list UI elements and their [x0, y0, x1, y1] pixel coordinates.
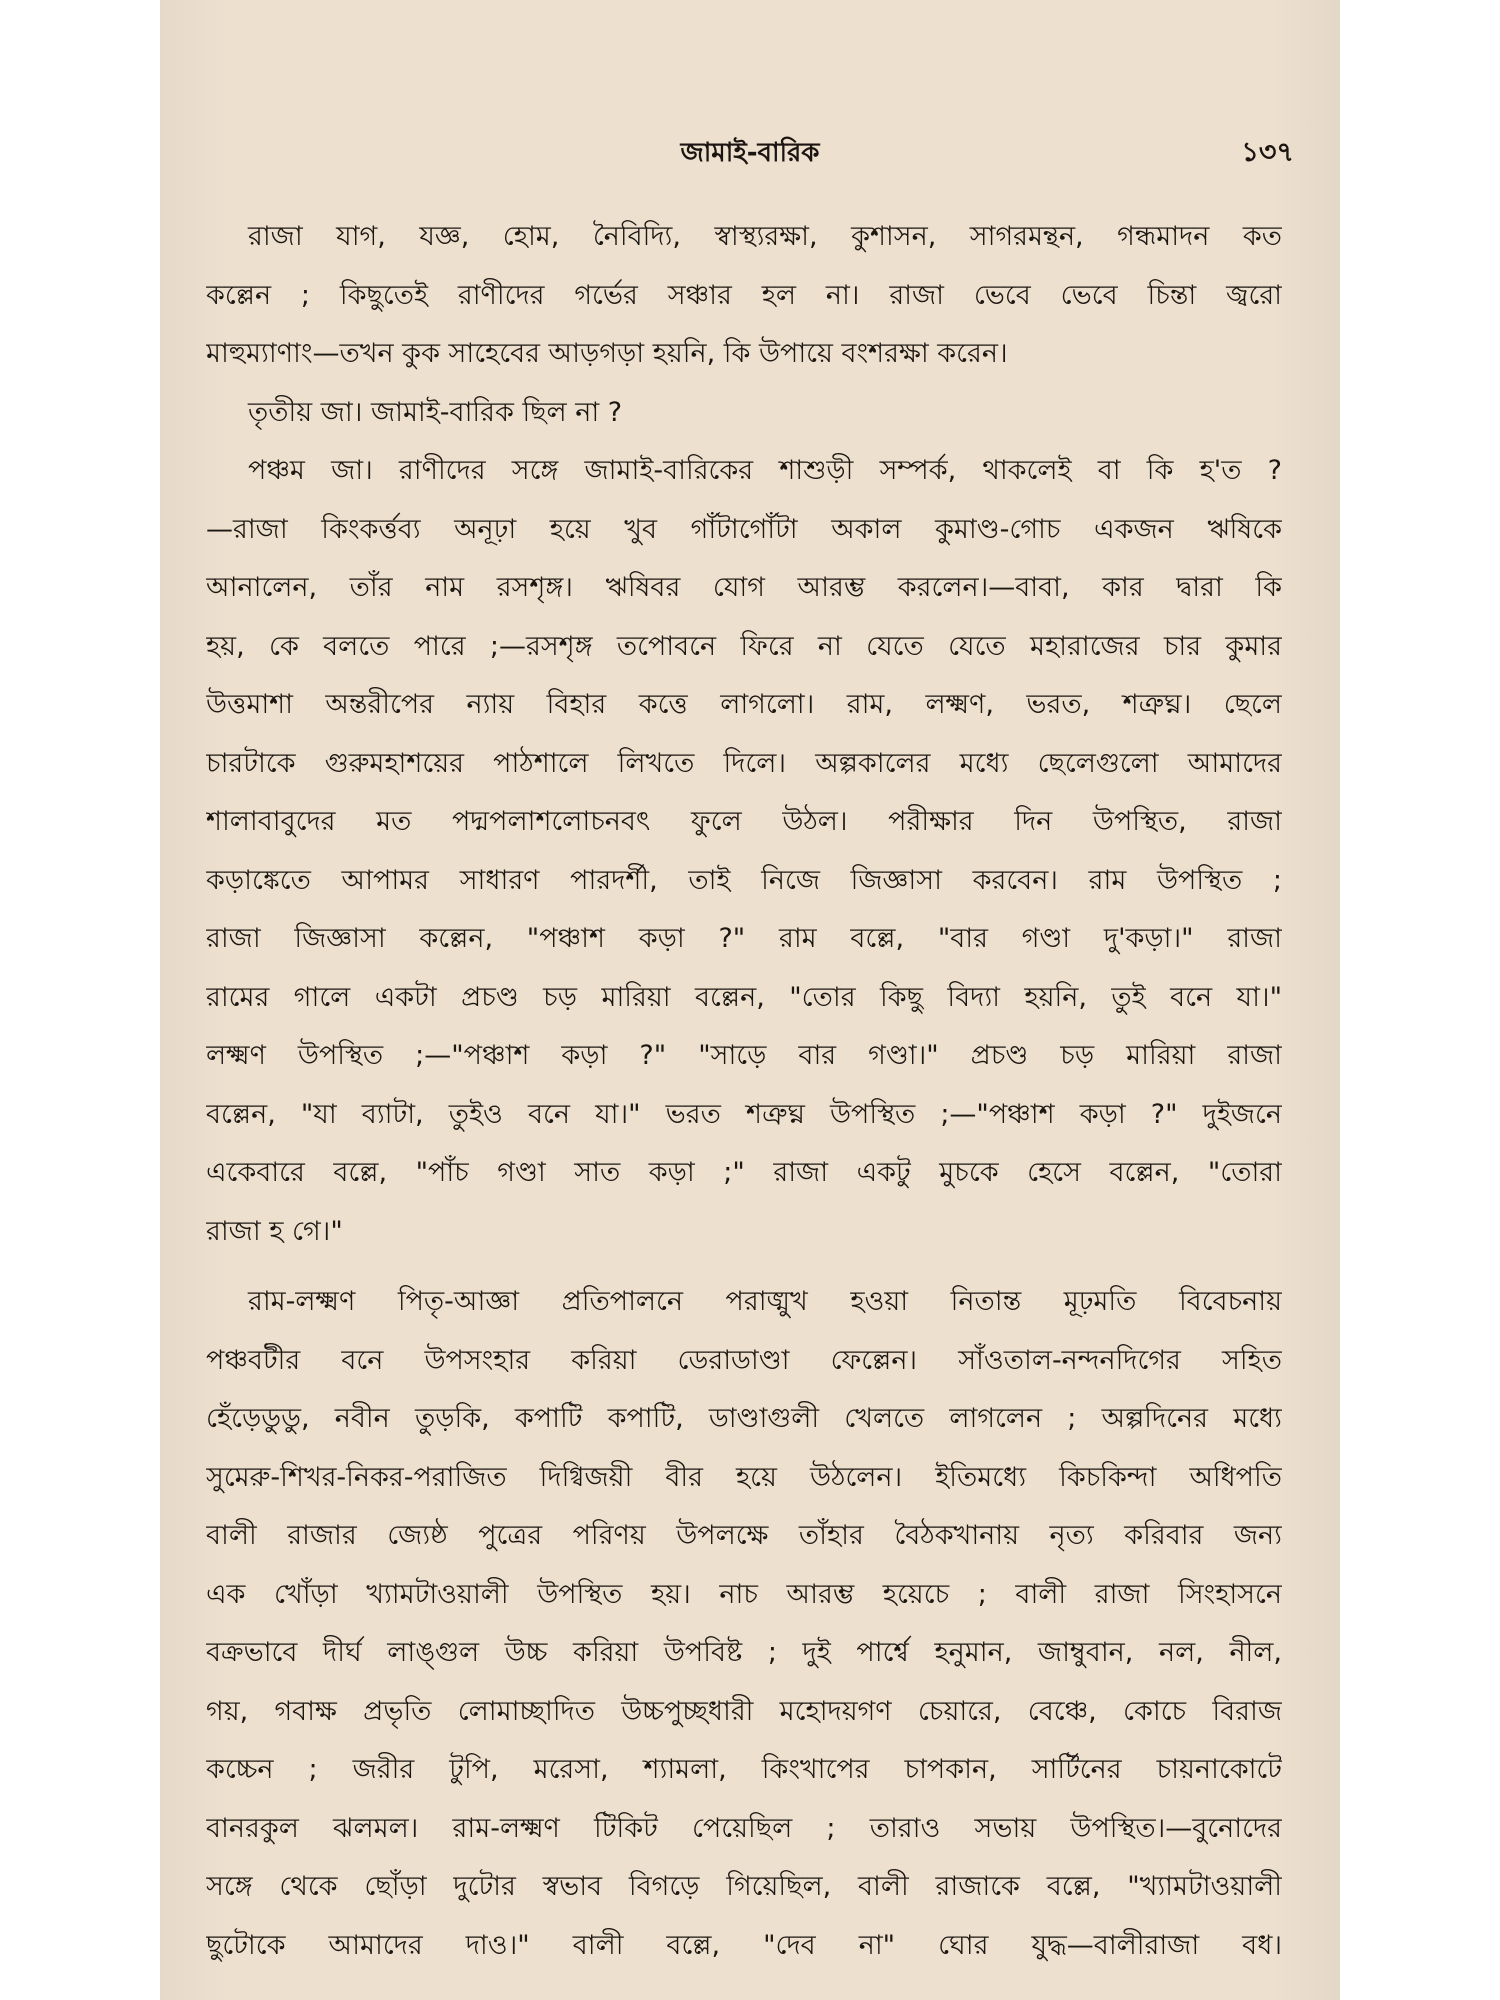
text-line: এক খোঁড়া খ্যামটাওয়ালী উপস্থিত হয়। নাচ আরম্ভ হয়েচে ; বালী রাজা সিংহাসনে: [206, 1578, 1282, 1610]
text-line: সুমেরু-শিখর-নিকর-পরাজিত দিগ্বিজয়ী বীর হয়ে উঠলেন। ইতিমধ্যে কিচকিন্দা অধিপতি: [206, 1461, 1282, 1493]
text-line: বালী রাজার জ্যেষ্ঠ পুত্রের পরিণয় উপলক্ষে তাঁহার বৈঠকখানায় নৃত্য করিবার জন্য: [206, 1520, 1282, 1551]
text-line: বল্লেন, "যা ব্যাটা, তুইও বনে যা।" ভরত শত্রুঘ্ন উপস্থিত ;—"পঞ্চাশ কড়া ?" দুইজনে: [206, 1098, 1282, 1130]
text-line: একেবারে বল্লে, "পাঁচ গণ্ডা সাত কড়া ;" রাজা একটু মুচকে হেসে বল্লেন, "তোরা: [206, 1157, 1282, 1188]
text-line: হেঁড়েডুডু, নবীন তুড়কি, কপাটি কপাটি, ডাণ্ডাগুলী খেলতে লাগলেন ; অল্পদিনের মধ্যে: [206, 1403, 1282, 1434]
text-line: কল্লেন ; কিছুতেই রাণীদের গর্ভের সঞ্চার হল না। রাজা ভেবে ভেবে চিন্তা জ্বরো: [206, 279, 1282, 311]
text-line: রামের গালে একটা প্রচণ্ড চড় মারিয়া বল্লেন, "তোর কিছু বিদ্যা হয়নি, তুই বনে যা।": [206, 981, 1282, 1013]
text-line: পঞ্চবটীর বনে উপসংহার করিয়া ডেরাডাণ্ডা ফেল্লেন। সাঁওতাল-নন্দনদিগের সহিত: [206, 1344, 1282, 1376]
body-text: [206, 208, 1282, 1975]
text-line: বক্রভাবে দীর্ঘ লাঙ্গুল উচ্চ করিয়া উপবিষ্ট ; দুই পার্শ্বে হনুমান, জাম্বুবান, নল, নীল,: [206, 1637, 1282, 1668]
page-header: [160, 128, 1340, 168]
text-line: গয়, গবাক্ষ প্রভৃতি লোমাচ্ছাদিত উচ্চপুচ্ছধারী মহোদয়গণ চেয়ারে, বেঞ্চে, কোচে বিরাজ: [206, 1695, 1282, 1727]
book-page: [160, 0, 1340, 2000]
text-line: রাজা জিজ্ঞাসা কল্লেন, "পঞ্চাশ কড়া ?" রাম বল্লে, "বার গণ্ডা দু'কড়া।" রাজা: [206, 923, 1282, 954]
text-line: —রাজা কিংকর্ত্তব্য অনূঢ়া হয়ে খুব গাঁটাগোঁটা অকাল কুমাণ্ড-গোচ একজন ঋষিকে: [206, 513, 1282, 545]
text-line: রাম-লক্ষ্মণ পিতৃ-আজ্ঞা প্রতিপালনে পরাঙ্মুখ হওয়া নিতান্ত মূঢ়মতি বিবেচনায়: [248, 1286, 1282, 1317]
text-line: লক্ষ্মণ উপস্থিত ;—"পঞ্চাশ কড়া ?" "সাড়ে বার গণ্ডা।" প্রচণ্ড চড় মারিয়া রাজা: [206, 1040, 1282, 1071]
text-line: কড়াঙ্কেতে আপামর সাধারণ পারদর্শী, তাই নিজে জিজ্ঞাসা করবেন। রাম উপস্থিত ;: [206, 864, 1282, 896]
running-title: জামাই-বারিক: [680, 138, 820, 168]
text-line: মাহুম্যাণাং—তখন কুক সাহেবের আড়গড়া হয়নি, কি উপায়ে বংশরক্ষা করেন।: [206, 338, 1008, 369]
text-line: রাজা হ গে।": [206, 1215, 343, 1247]
text-line: হয়, কে বলতে পারে ;—রসশৃঙ্গ তপোবনে ফিরে না যেতে যেতে মহারাজের চার কুমার: [206, 630, 1282, 662]
text-line: সঙ্গে থেকে ছোঁড়া দুটোর স্বভাব বিগড়ে গিয়েছিল, বালী রাজাকে বল্লে, "খ্যামটাওয়ালী: [206, 1871, 1282, 1902]
text-line: রাজা যাগ, যজ্ঞ, হোম, নৈবিদ্যি, স্বাস্থ্যরক্ষা, কুশাসন, সাগরমন্থন, গন্ধমাদন কত: [248, 221, 1282, 252]
text-line: পঞ্চম জা। রাণীদের সঙ্গে জামাই-বারিকের শাশুড়ী সম্পর্ক, থাকলেই বা কি হ'ত ?: [248, 455, 1282, 486]
text-line: শালাবাবুদের মত পদ্মপলাশলোচনবৎ ফুলে উঠল। পরীক্ষার দিন উপস্থিত, রাজা: [206, 806, 1282, 837]
text-line: আনালেন, তাঁর নাম রসশৃঙ্গ। ঋষিবর যোগ আরম্ভ করলেন।—বাবা, কার দ্বারা কি: [206, 572, 1282, 603]
text-line: কচ্চেন ; জরীর টুপি, মরেসা, শ্যামলা, কিংখাপের চাপকান, সার্টিনের চায়নাকোটে: [206, 1754, 1282, 1785]
text-line: তৃতীয় জা। জামাই-বারিক ছিল না ?: [248, 396, 623, 428]
text-line: ছুটোকে আমাদের দাও।" বালী বল্লে, "দেব না" ঘোর যুদ্ধ—বালীরাজা বধ।: [206, 1929, 1282, 1961]
page-number: ১৩৭: [1241, 137, 1294, 168]
text-line: বানরকুল ঝলমল। রাম-লক্ষ্মণ টিকিট পেয়েছিল ; তারাও সভায় উপস্থিত।—বুনোদের: [206, 1812, 1282, 1844]
text-line: উত্তমাশা অন্তরীপের ন্যায় বিহার কত্তে লাগলো। রাম, লক্ষ্মণ, ভরত, শত্রুঘ্ন। ছেলে: [206, 689, 1282, 720]
paragraph-gap: [206, 1261, 1282, 1273]
text-line: চারটাকে গুরুমহাশয়ের পাঠশালে লিখতে দিলে। অল্পকালের মধ্যে ছেলেগুলো আমাদের: [206, 747, 1282, 779]
